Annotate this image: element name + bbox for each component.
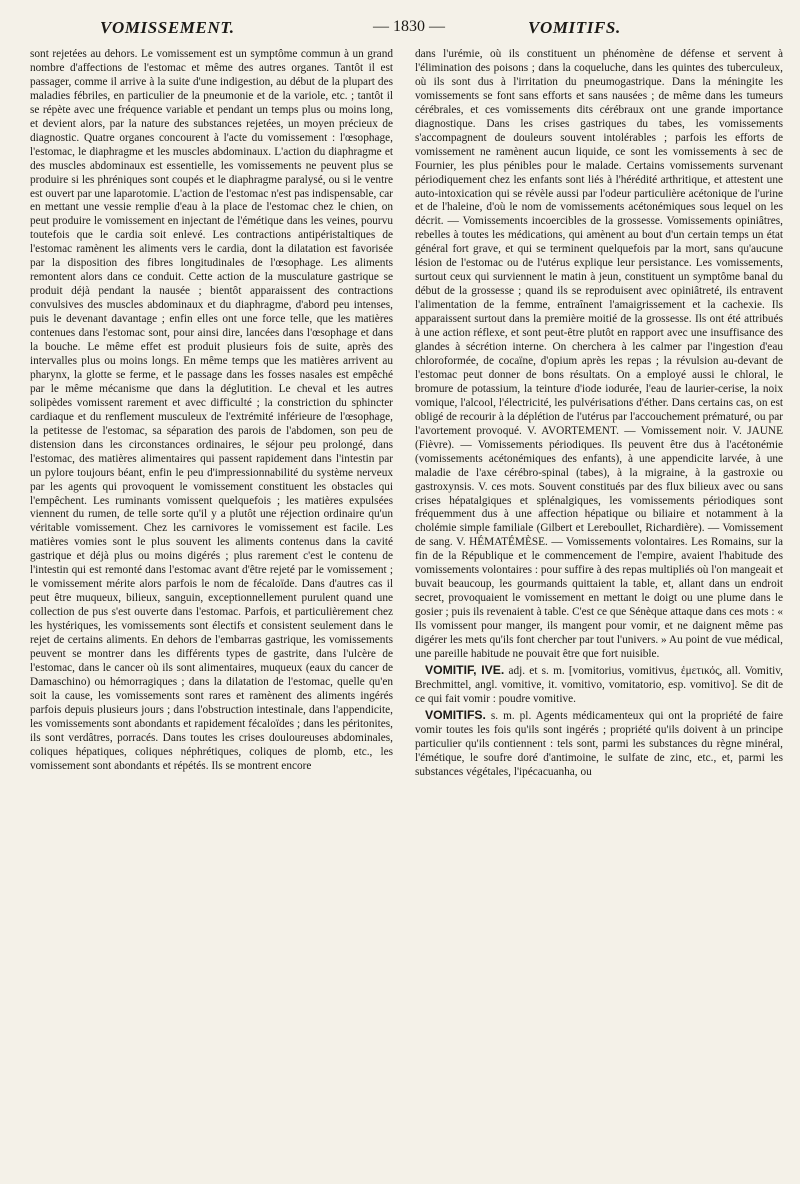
header-right-title: VOMITIFS. — [528, 18, 621, 37]
entry-vomitifs-headword: VOMITIFS. — [425, 707, 486, 722]
page-header — [0, 14, 800, 46]
entry-vomitif-text: adj. et s. m. [vomitorius, vomitivus, ἐμετικός, all. Vomitiv, Brechmittel, angl. vomitive, it. vomitivo, vomitatorio, esp. vomitivo]. Se dit de ce qui fait vomir : poudre vomitive. — [415, 664, 783, 705]
entry-vomitif — [415, 664, 783, 707]
entry-vomitif-headword: VOMITIF, IVE. — [425, 662, 505, 677]
entry-vomitifs — [415, 709, 783, 780]
right-column-paragraph: dans l'urémie, où ils constituent un phénomène de défense et servent à l'élimination des poisons ; dans la coqueluche, dans les quintes des tuberculeux, où ils sont dus à l'irritation du pneumogastrique. Dans la méningite les vomissements se font sans efforts et sans nausées ; de même dans les tumeurs cérébrales, et ces vomissements dits cérébraux ont une grande importance diagnostique. Dans les crises gastriques du tabes, les vomissements s'accompagnent de douleurs souvent intolérables ; parfois les efforts de vomissement ne ramènent aucun liquide, ce sont les vomissements à sec de Fournier, les plus pénibles pour le malade. Certains vomissements survenant périodiquement chez les enfants sont liés à l'hérédité arthritique, et attestent une auto-intoxication qui se révèle aussi par l'odeur particulière acétonique de l'urine et de l'haleine, d'où le nom de vomissements acétonémiques sous lequel on les décrit. — Vomissements incoercibles de la grossesse. Vomissements opiniâtres, rebelles à toutes les médications, qui amènent au bout d'un certain temps un état général fort grave, et qui se terminent quelquefois par la mort, sans qu'aucune lésion de l'estomac ou de l'utérus explique leur persistance. Les vomissements, surtout ceux qui surviennent le matin à jeun, constituent un symptôme banal du début de la grossesse ; quand ils se reproduisent avec opiniâtreté, ils entravent l'alimentation de la femme, entraînent l'amaigrissement et la cachexie. Ils apparaissent surtout dans la première moitié de la grossesse. Ils ont été attribués à une action réflexe, et sont peut-être plutôt en rapport avec une insuffisance des glandes à sécrétion interne. On cherchera à les calmer par l'ingestion d'eau chloroformée, de cocaïne, d'opium après les repas ; la révulsion au-devant de l'estomac peut donner de bons résultats. On a employé aussi le chloral, le bromure de potassium, la teinture d'iode iodurée, l'eau de laurier-cerise, la noix vomique, l'alcool, l'électricité, les pulvérisations d'éther. Dans certains cas, on est obligé de recourir à la déplétion de l'utérus par l'accouchement prématuré, ou par l'avortement provoqué. V. AVORTEMENT. — Vomissement noir. V. JAUNE (Fièvre). — Vomissements périodiques. Ils peuvent être dus à l'acétonémie (vomissements acétonémiques des enfants), à une appendicite larvée, à une maladie de l'axe cérébro-spinal (tabes), à la migraine, à la gastroxie ou gastroxynsis. V. ces mots. Souvent constitués par des flux bilieux avec ou sans crises hépatalgiques et splénalgiques, les vomissements périodiques sont fréquemment dus à une affection hépatique ou biliaire et notamment à la cholémie simple familiale (Gilbert et Lereboullet, Richardière). — Vomissement de sang. V. HÉMATÉMÈSE. — Vomissements volontaires. Les Romains, sur la fin de la République et le commencement de l'empire, avaient l'habitude des vomissements volontaires : pour suffire à des repas multipliés où l'on mangeait et buvait beaucoup, les gourmands quittaient la table, et, allant dans un endroit secret, provoquaient le vomissement en mettant le doigt ou une plume dans le gosier ; puis ils revenaient à table. C'est ce que Sénèque attaque dans ces mots : « Ils vomissent pour manger, ils mangent pour vomir, et ne daignent même pas digérer les mets qu'ils font chercher par tout l'univers. » Au point de vue médical, une pareille habitude ne pouvait être que fort nuisible. — [415, 48, 783, 660]
header-left-title: VOMISSEMENT. — [100, 18, 235, 37]
left-column — [30, 48, 393, 1176]
page-number: — 1830 — — [373, 18, 445, 35]
right-column — [415, 48, 783, 1176]
entry-vomitifs-text: s. m. pl. Agents médicamenteux qui ont la propriété de faire vomir toutes les fois qu'ils sont ingérés ; propriété qu'ils doivent à un principe particulier qu'ils contiennent : tels sont, parmi les substances du règne minéral, l'émétique, le soufre doré d'antimoine, le sulfate de zinc, etc., et, parmi les substances végétales, l'ipécacuanha, ou — [415, 709, 783, 778]
left-column-paragraph: sont rejetées au dehors. Le vomissement est un symptôme commun à un grand nombre d'affections de l'estomac et même des autres organes. Tantôt il est passager, comme il arrive à la suite d'une indigestion, au début de la plupart des maladies fébriles, en particulier de la pneumonie et de la variole, etc. ; tantôt il se répète avec une fréquence variable et pendant un temps plus ou moins long, et devient alors, par la nature des substances rejetées, un moyen précieux de diagnostic. Quatre organes concourent à l'acte du vomissement : l'œsophage, l'estomac, le diaphragme et les muscles abdominaux. L'action du diaphragme et des muscles abdominaux est essentielle, les vomissements ne peuvent plus se produire si les phréniques sont coupés et le diaphragme paralysé, ou si le ventre est ouvert par une laparotomie. L'action de l'estomac n'est pas indispensable, car en mettant une vessie remplie d'eau à la place de l'estomac chez le chien, on peut produire le vomissement en injectant de l'émétique dans les veines, pourvu toutefois que le cardia soit enlevé. Les contractions antipéristaltiques de l'estomac ramènent les aliments vers le cardia, dont la dilatation est favorisée par la disposition des fibres longitudinales de l'œsophage. Les aliments remontent alors dans ce conduit. Cette action de la musculature gastrique se produit déjà pendant la nausée ; bientôt apparaissent des contractions convulsives des muscles abdominaux et du diaphragme, d'abord peu intenses, puis le devenant davantage ; enfin elles ont une force telle, que les matières contenues dans l'estomac sont, pour ainsi dire, lancées dans l'œsophage et dans la bouche. Le même effet est produit plusieurs fois de suite, après des intervalles plus ou moins longs. En même temps que les matières arrivent au pharynx, la glotte se ferme, et le passage dans les fosses nasales est empêché par le même mécanisme que dans la déglutition. Le cheval et les autres solipèdes vomissent rarement et avec difficulté ; la constriction du sphincter cardiaque et du renflement musculeux de l'extrémité inférieure de l'œsophage, la petitesse de l'estomac, sa séparation des parois de l'abdomen, son peu de distension dans les circonstances ordinaires, le séjour peu prolongé, dans l'estomac, des matières alimentaires qui passent rapidement dans l'intestin par un pylore toujours béant, enfin le peu d'impressionnabilité du système nerveux par les agents qui provoquent le vomissement constituent les obstacles qui l'empêchent. Les ruminants vomissent quelquefois ; les matières expulsées viennent du rumen, de telle sorte qu'il y a plutôt une réjection ordinaire qu'un véritable vomissement. Chez les carnivores le vomissement est facile. Les matières vomies sont le plus souvent les aliments contenus dans la cavité gastrique et déjà plus ou moins digérés ; plus rarement c'est le contenu de l'intestin qui est remonté dans l'estomac avant d'être rejeté par le vomissement ; le vomissement mérite alors parfois le nom de fécaloïde. Dans d'autres cas il peut être muqueux, bilieux, sanguin, exceptionnellement purulent quand une collection de pus s'est ouverte dans l'estomac. Parfois, et particulièrement chez les hystériques, les vomissements sont électifs et consistent seulement dans le rejet de certains aliments. En dehors de l'embarras gastrique, les vomissements peuvent se montrer dans les différents types de gastrite, dans l'ulcère de l'estomac, dans le cancer où ils sont alimentaires, muqueux (eaux du cancer de Damaschino) ou hémorragiques ; dans la dilatation de l'estomac, quelle qu'en soit la cause, les vomissements sont rares et ramènent des aliments ingérés parfois depuis plusieurs jours ; dans l'obstruction intestinale, dans l'appendicite, les vomissements sont abondants et rapidement fécaloïdes ; dans les péritonites, ils sont verdâtres, porracés. Dans toutes les crises douloureuses abdominales, coliques hépatiques, coliques néphrétiques, coliques de plomb, etc., les vomissement sont abondants et répétés. Ils se montrent encore — [30, 48, 393, 772]
